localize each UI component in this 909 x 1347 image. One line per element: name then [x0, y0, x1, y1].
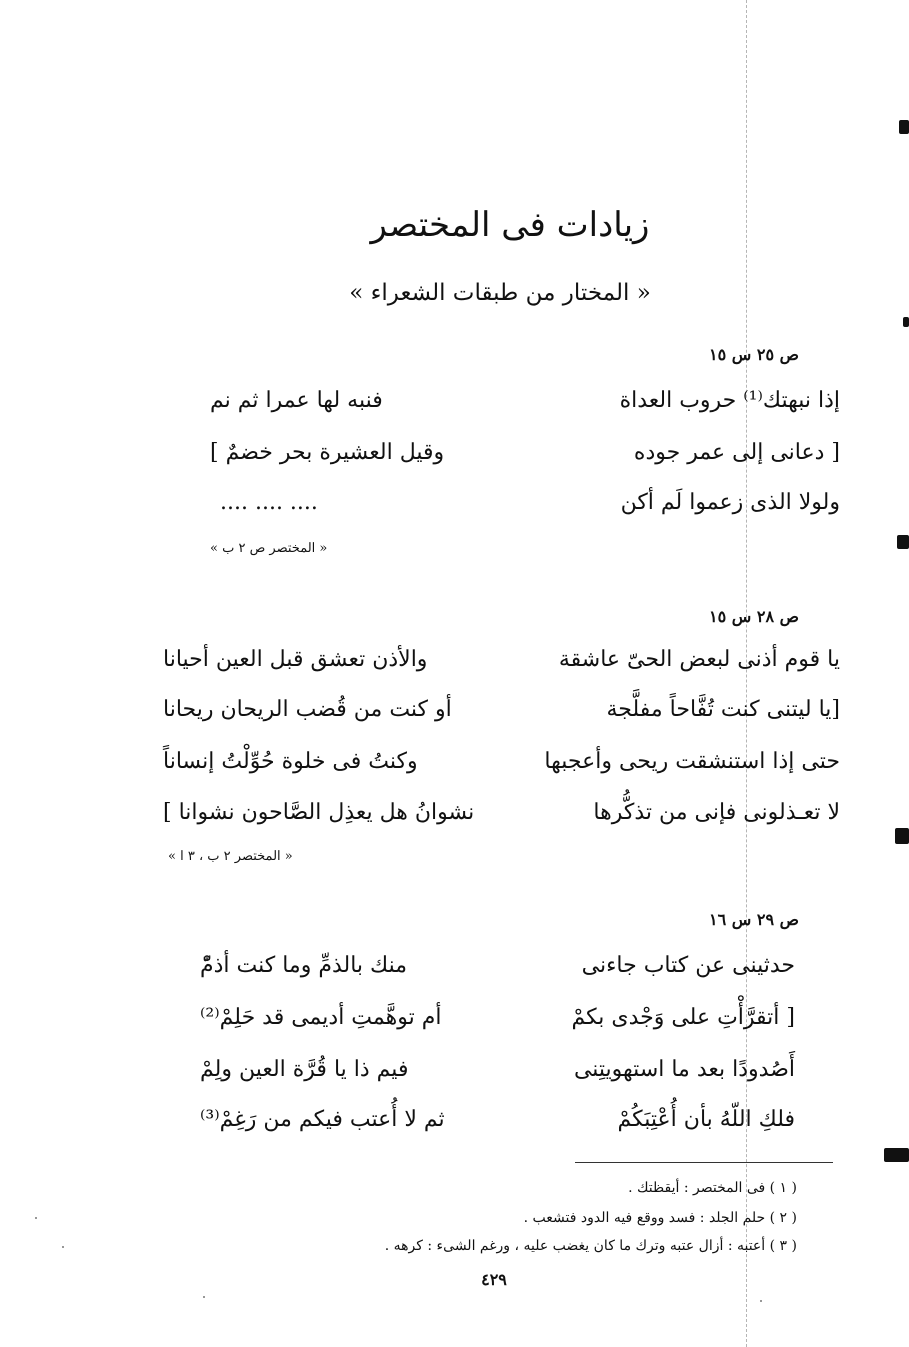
verse-second-hemistich: ثم لا أُعتب فيكم من رَغِمْ⁽³⁾	[200, 1107, 445, 1132]
verse-first-hemistich: يا قوم أذنى لبعض الحىّ عاشقة	[558, 647, 840, 672]
verse-first-hemistich: أَصُدودًا بعد ما استهويتِنى	[573, 1057, 795, 1082]
verse-second-hemistich: فيم ذا يا قُرَّة العين ولِمْ	[200, 1057, 409, 1082]
verse-second-hemistich: منك بالذمِّ وما كنت أذمّْ	[200, 953, 407, 978]
verse-line	[155, 1057, 840, 1097]
verse-first-hemistich: فلكِ اللّهُ بأن أُعْتِبَكُمْ	[617, 1107, 795, 1132]
verse-second-hemistich: فنبه لها عمرا ثم نم	[210, 388, 383, 413]
verse-first-hemistich: حدثينى عن كتاب جاءنى	[581, 953, 795, 978]
edge-mark	[895, 828, 909, 844]
verse-line	[155, 490, 840, 530]
verse-second-hemistich: أم توهَّمتِ أديمى قد حَلِمْ⁽²⁾	[200, 1005, 442, 1030]
verse-line	[155, 647, 840, 687]
verse-line	[155, 440, 840, 480]
verse-first-hemistich: [ دعانى إلى عمر جوده	[633, 440, 840, 465]
scan-speck	[35, 1217, 37, 1219]
footnote: ( ٣ ) أعتبه : أزال عتبه وترك ما كان يغضب عليه ، ورغم الشىء : كرهه .	[384, 1238, 797, 1254]
verse-second-hemistich: وكنتُ فى خلوة حُوِّلْتُ إنساناً	[163, 749, 418, 774]
verse-second-hemistich: نشوانُ هل يعذِل الصَّاحون نشوانا ]	[163, 800, 475, 825]
verse-line	[155, 1107, 840, 1147]
verse-line	[155, 953, 840, 993]
verse-second-hemistich: أو كنت من قُضب الريحان ريحانا	[163, 697, 452, 722]
verse-first-hemistich: [يا ليتنى كنت تُفَّاحاً مفلَّجة	[606, 697, 840, 722]
verse-second-hemistich: وقيل العشيرة بحر خضمٌ ]	[210, 440, 445, 465]
verse-first-hemistich: ولولا الذى زعموا لَم أكن	[620, 490, 840, 515]
footnote-divider	[575, 1162, 833, 1163]
verse-line	[155, 388, 840, 428]
verse-second-hemistich: والأذن تعشق قبل العين أحيانا	[163, 647, 428, 672]
footnote: ( ١ ) فى المختصر : أيقظتك .	[628, 1180, 797, 1196]
verse-first-hemistich: [ أتقرَّأْتِ على وَجْدى بكمْ	[571, 1005, 795, 1030]
section-reference: ص ٢٥ س ١٥	[709, 345, 799, 364]
source-citation: « المختصر ص ٢ ب »	[210, 541, 328, 556]
edge-mark	[899, 120, 909, 134]
scan-speck	[203, 1296, 205, 1298]
source-citation: « المختصر ٢ ب ، ٣ ا »	[168, 849, 293, 864]
verse-line	[155, 697, 840, 737]
verse-second-hemistich: .... .... ....	[220, 490, 318, 515]
page-title: زيادات فى المختصر	[370, 205, 650, 245]
scan-speck	[62, 1246, 64, 1248]
section-reference: ص ٢٨ س ١٥	[709, 607, 799, 626]
edge-mark	[897, 535, 909, 549]
verse-line	[155, 800, 840, 840]
verse-first-hemistich: إذا نبهتك⁽¹⁾ حروب العداة	[619, 388, 840, 413]
edge-mark	[884, 1148, 909, 1162]
page-subtitle: « المختار من طبقات الشعراء »	[349, 280, 651, 306]
verse-line	[155, 1005, 840, 1045]
verse-first-hemistich: حتى إذا استنشقت ريحى وأعجبها	[544, 749, 840, 774]
page-number: ٤٢٩	[481, 1270, 507, 1289]
edge-mark	[903, 317, 909, 327]
section-reference: ص ٢٩ س ١٦	[709, 910, 799, 929]
verse-line	[155, 749, 840, 789]
scan-speck	[760, 1300, 762, 1302]
footnote: ( ٢ ) حلم الجلد : فسد ووقع فيه الدود فتشعب .	[523, 1210, 797, 1226]
verse-first-hemistich: لا تعـذلونى فإنى من تذكُّرها	[593, 800, 840, 825]
